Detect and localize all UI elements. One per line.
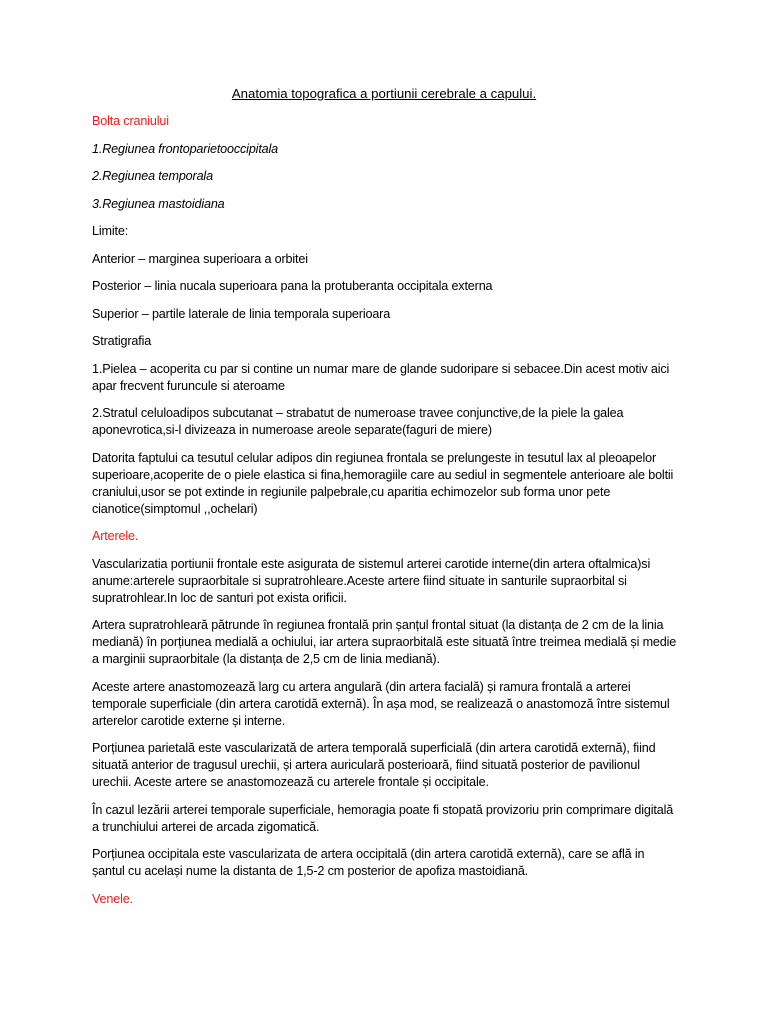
section-heading: Venele. [92,891,133,906]
document-body [92,113,680,918]
paragraph: Aceste artere anastomozează larg cu artera angulară (din artera facială) și ramura frontală a arterei temporale superficiale (din artera carotidă externă). În așa mod, se realizează o anastomoză între sistemul arterelor carotide externe și interne. [92,679,670,728]
section-heading: Bolta craniului [92,114,169,128]
document-title: Anatomia topografica a portiunii cerebrale a capului. [231,86,537,101]
paragraph: Stratigrafia [92,334,152,348]
paragraph: Superior – partile laterale de linia temporala superioara [92,306,391,321]
list-item: 1.Regiunea frontoparietooccipitala [92,141,279,156]
paragraph: Posterior – linia nucala superioara pana la protuberanta occipitala externa [92,279,493,293]
paragraph: Porțiunea occipitala este vascularizata de artera occipitală (din artera carotidă externă), care se află in șantul cu același nume la distanta de 1,5-2 cm posterior de apofiza mastoidiană. [92,847,645,878]
section-heading: Arterele. [92,529,139,543]
paragraph: Limite: [92,224,129,238]
paragraph: 1.Pielea – acoperita cu par si contine un numar mare de glande sudoripare si sebacee.Din acest motiv aici apar frecvent furuncule si ateroame [92,361,670,393]
paragraph: Datorita faptului ca tesutul celular adipos din regiunea frontala se prelungeste in tesutul lax al pleoapelor superioare,acoperite de o piele elastica si fina,hemoragiile care au sediul in segmentele anterioare ale boltii craniului,usor se pot extinde in regiunile palpebrale,cu aparitia echimozelor sub forma unor pete cianotice(simptomul ,,ochelari) [92,450,674,516]
paragraph: Vascularizatia portiunii frontale este asigurata de sistemul arterei carotide interne(din artera oftalmica)si anume:arterele supraorbitale si supratrohleare.Aceste artere fiind situate in santurile supraorbital si supratrohlear.In loc de santuri pot exista orificii. [92,556,651,605]
list-item: 3.Regiunea mastoidiana [92,196,225,211]
paragraph: În cazul lezării arterei temporale superficiale, hemoragia poate fi stopată provizoriu prin comprimare digitală a trunchiului arterei de arcada zigomatică. [92,802,674,834]
paragraph: Artera supratrohleară pătrunde în regiunea frontală prin șanțul frontal situat (la distanța de 2 cm de la linia mediană) în porțiunea medială a ochiului, iar artera supraorbitală este situată între treimea medială și medie a marginii supraorbitale (la distanța de 2,5 cm de linia mediană). [92,618,677,666]
list-item: 2.Regiunea temporala [92,169,213,183]
paragraph: 2.Stratul celuloadipos subcutanat – strabatut de numeroase travee conjunctive,de la piele la galea aponevrotica,si-l divizeaza in numeroase areole separate(faguri de miere) [92,406,624,437]
paragraph: Anterior – marginea superioara a orbitei [92,251,308,266]
paragraph: Porțiunea parietală este vascularizată de artera temporală superficială (din artera carotidă externă), fiind situată anterior de tragusul urechii, și artera auriculară posterioară, fiind situată posterior de pavilionul urechii. Aceste artere se anastomozează cu arterele frontale și occipitale. [92,741,656,789]
